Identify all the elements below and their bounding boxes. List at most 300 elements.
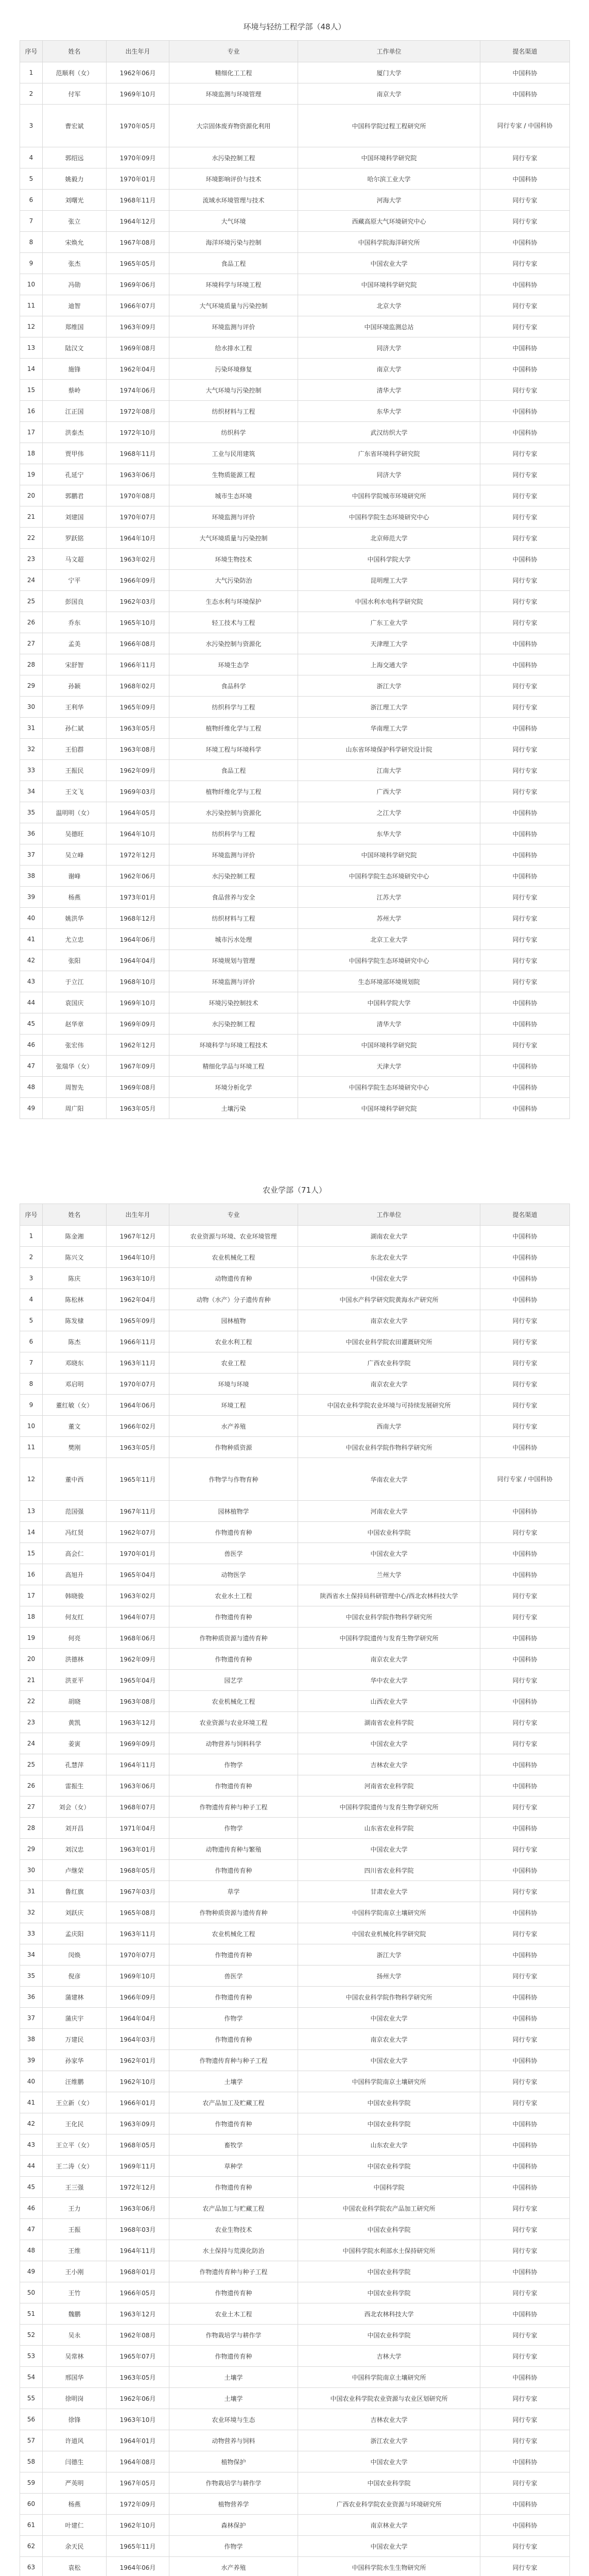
cell-index: 17 <box>20 422 43 443</box>
cell-channel: 同行专家 <box>480 2071 570 2092</box>
cell-employer: 南京大学 <box>298 83 480 105</box>
cell-channel: 同行专家 <box>480 464 570 485</box>
cell-index: 62 <box>20 2536 43 2557</box>
header-birth: 出生年月 <box>107 1204 169 1226</box>
cell-channel: 同行专家 <box>480 2472 570 2494</box>
table-row <box>20 2219 570 2240</box>
cell-name: 郭绍远 <box>43 147 107 168</box>
cell-channel: 同行专家 <box>480 697 570 718</box>
cell-employer: 中国农业科学院 <box>298 2219 480 2240</box>
cell-major: 农业水利工程 <box>169 1331 298 1352</box>
cell-index: 44 <box>20 992 43 1013</box>
cell-channel: 同行专家 <box>480 147 570 168</box>
cell-channel: 中国科协 <box>480 2156 570 2177</box>
header-channel: 提名渠道 <box>480 41 570 62</box>
cell-employer: 中国农业大学 <box>298 1268 480 1289</box>
cell-employer: 浙江农业大学 <box>298 2430 480 2451</box>
cell-birth: 1963年05月 <box>107 2367 169 2388</box>
table-row <box>20 675 570 697</box>
cell-major: 作物学与作物育种 <box>169 1458 298 1501</box>
cell-birth: 1964年10月 <box>107 528 169 549</box>
cell-index: 43 <box>20 2134 43 2156</box>
cell-major: 纺织材料与工程 <box>169 908 298 929</box>
cell-index: 41 <box>20 929 43 950</box>
cell-index: 24 <box>20 570 43 591</box>
cell-index: 22 <box>20 528 43 549</box>
cell-name: 高旭升 <box>43 1564 107 1585</box>
cell-name: 严英明 <box>43 2472 107 2494</box>
cell-name: 董红敏（女） <box>43 1395 107 1416</box>
cell-channel: 中国科协 <box>480 1289 570 1310</box>
table-row <box>20 168 570 190</box>
cell-employer: 中国农业科学院 <box>298 2113 480 2134</box>
cell-major: 食品工程 <box>169 253 298 274</box>
table-row <box>20 591 570 612</box>
cell-birth: 1963年05月 <box>107 718 169 739</box>
cell-birth: 1962年10月 <box>107 2515 169 2536</box>
cell-name: 蔡岭 <box>43 380 107 401</box>
cell-major: 作物遗传育种 <box>169 1944 298 1965</box>
cell-name: 何亮 <box>43 1628 107 1649</box>
cell-birth: 1963年09月 <box>107 2113 169 2134</box>
cell-employer: 山东省农业科学院 <box>298 1818 480 1839</box>
cell-birth: 1964年06月 <box>107 1395 169 1416</box>
cell-major: 动物遗传育种 <box>169 1268 298 1289</box>
cell-channel: 同行专家 <box>480 675 570 697</box>
table-row <box>20 1839 570 1860</box>
cell-employer: 广东省环境科学研究院 <box>298 443 480 464</box>
cell-index: 16 <box>20 1564 43 1585</box>
cell-channel: 中国科协 <box>480 1649 570 1670</box>
cell-name: 孔慧萍 <box>43 1754 107 1775</box>
cell-channel: 中国科协 <box>480 1226 570 1247</box>
cell-birth: 1969年09月 <box>107 1733 169 1754</box>
cell-index: 52 <box>20 2325 43 2346</box>
cell-channel: 同行专家 <box>480 190 570 211</box>
table-row <box>20 2240 570 2261</box>
cell-employer: 中国农业大学 <box>298 2536 480 2557</box>
cell-major: 城市生态环境 <box>169 485 298 506</box>
cell-name: 郭鹏君 <box>43 485 107 506</box>
candidate-table <box>20 1204 570 2576</box>
cell-index: 31 <box>20 718 43 739</box>
cell-index: 21 <box>20 1670 43 1691</box>
cell-index: 5 <box>20 168 43 190</box>
table-row <box>20 62 570 83</box>
cell-channel: 中国科协 <box>480 1543 570 1564</box>
cell-employer: 扬州大学 <box>298 1965 480 1987</box>
cell-index: 60 <box>20 2494 43 2515</box>
table-row <box>20 1923 570 1944</box>
cell-channel: 同行专家 <box>480 2282 570 2303</box>
cell-birth: 1962年04月 <box>107 1289 169 1310</box>
cell-channel: 中国科协 <box>480 2008 570 2029</box>
table-row <box>20 1902 570 1923</box>
cell-channel: 同行专家 <box>480 1606 570 1628</box>
table-row <box>20 2261 570 2282</box>
cell-name: 张阳 <box>43 950 107 971</box>
cell-index: 37 <box>20 844 43 866</box>
cell-major: 食品营养与安全 <box>169 887 298 908</box>
table-row <box>20 1797 570 1818</box>
cell-index: 59 <box>20 2472 43 2494</box>
cell-index: 8 <box>20 1374 43 1395</box>
table-row <box>20 2367 570 2388</box>
cell-index: 56 <box>20 2409 43 2430</box>
cell-index: 12 <box>20 316 43 337</box>
cell-index: 10 <box>20 274 43 295</box>
cell-birth: 1970年01月 <box>107 1543 169 1564</box>
cell-major: 土壤污染 <box>169 1098 298 1119</box>
cell-major: 作物遗传育种 <box>169 2177 298 2198</box>
cell-employer: 中国科学院南京土壤研究所 <box>298 2071 480 2092</box>
table-row <box>20 464 570 485</box>
cell-name: 邢国华 <box>43 2367 107 2388</box>
table-row <box>20 380 570 401</box>
cell-channel: 同行专家 <box>480 1310 570 1331</box>
cell-birth: 1972年12月 <box>107 2177 169 2198</box>
cell-birth: 1965年05月 <box>107 253 169 274</box>
cell-birth: 1970年01月 <box>107 168 169 190</box>
table-row <box>20 1670 570 1691</box>
cell-name: 徐明岗 <box>43 2388 107 2409</box>
table-row <box>20 1374 570 1395</box>
table-row <box>20 844 570 866</box>
cell-employer: 中国农业科学院作物科学研究所 <box>298 1437 480 1458</box>
table-row <box>20 2008 570 2029</box>
cell-birth: 1963年08月 <box>107 1691 169 1712</box>
header-name: 姓名 <box>43 41 107 62</box>
cell-employer: 广东工业大学 <box>298 612 480 633</box>
cell-major: 农业资源与环境、农业环境管理 <box>169 1226 298 1247</box>
cell-name: 闫德生 <box>43 2451 107 2472</box>
cell-channel: 同行专家 <box>480 1035 570 1056</box>
cell-major: 土壤学 <box>169 2071 298 2092</box>
cell-employer: 中国科学院大学 <box>298 992 480 1013</box>
cell-employer: 中国科学院遗传与发育生物学研究所 <box>298 1797 480 1818</box>
cell-birth: 1963年06月 <box>107 464 169 485</box>
cell-employer: 中国环境监测总站 <box>298 316 480 337</box>
cell-name: 马文超 <box>43 549 107 570</box>
cell-index: 55 <box>20 2388 43 2409</box>
cell-major: 作物遗传育种与种子工程 <box>169 2261 298 2282</box>
cell-major: 动物营养与饲料科学 <box>169 1733 298 1754</box>
table-row <box>20 1416 570 1437</box>
cell-name: 谢峰 <box>43 866 107 887</box>
table-row <box>20 654 570 675</box>
cell-name: 于立江 <box>43 971 107 992</box>
cell-birth: 1966年11月 <box>107 654 169 675</box>
cell-index: 22 <box>20 1691 43 1712</box>
cell-index: 49 <box>20 1098 43 1119</box>
cell-index: 46 <box>20 1035 43 1056</box>
cell-name: 雷振生 <box>43 1775 107 1797</box>
cell-channel: 同行专家 <box>480 253 570 274</box>
cell-channel: 同行专家 <box>480 908 570 929</box>
cell-major: 农业机械化工程 <box>169 1923 298 1944</box>
cell-birth: 1968年02月 <box>107 675 169 697</box>
table-row <box>20 1289 570 1310</box>
cell-name: 贾甲伟 <box>43 443 107 464</box>
cell-channel: 同行专家 <box>480 2198 570 2219</box>
table-row <box>20 506 570 528</box>
cell-index: 25 <box>20 1754 43 1775</box>
cell-name: 余天民 <box>43 2536 107 2557</box>
cell-name: 孙颖 <box>43 675 107 697</box>
cell-name: 袁松 <box>43 2557 107 2576</box>
cell-channel: 中国科协 <box>480 62 570 83</box>
cell-channel: 中国科协 <box>480 1098 570 1119</box>
cell-major: 污染环境修复 <box>169 359 298 380</box>
table-row <box>20 549 570 570</box>
cell-birth: 1963年02月 <box>107 549 169 570</box>
table-row <box>20 1649 570 1670</box>
cell-name: 刘曙光 <box>43 190 107 211</box>
cell-name: 孟美 <box>43 633 107 654</box>
table-row <box>20 147 570 168</box>
cell-channel: 中国科协 <box>480 2515 570 2536</box>
cell-birth: 1965年04月 <box>107 1670 169 1691</box>
table-row <box>20 1226 570 1247</box>
cell-birth: 1962年08月 <box>107 2325 169 2346</box>
cell-major: 动物（水产）分子遗传育种 <box>169 1289 298 1310</box>
table-row <box>20 401 570 422</box>
cell-birth: 1964年08月 <box>107 2451 169 2472</box>
table-row <box>20 570 570 591</box>
cell-name: 杨燕 <box>43 887 107 908</box>
cell-name: 冯勋 <box>43 274 107 295</box>
header-name: 姓名 <box>43 1204 107 1226</box>
cell-index: 13 <box>20 337 43 359</box>
cell-name: 孙仁斌 <box>43 718 107 739</box>
cell-name: 吴德旺 <box>43 823 107 844</box>
section-title: 农业学部（71人） <box>262 1185 327 1195</box>
cell-index: 27 <box>20 633 43 654</box>
cell-name: 魏鹏 <box>43 2303 107 2325</box>
cell-channel: 同行专家 <box>480 2325 570 2346</box>
cell-birth: 1964年06月 <box>107 2557 169 2576</box>
cell-major: 作物学 <box>169 2536 298 2557</box>
cell-employer: 中国水利水电科学研究院 <box>298 591 480 612</box>
cell-employer: 山西农业大学 <box>298 1691 480 1712</box>
cell-employer: 中国农业科学院 <box>298 2472 480 2494</box>
cell-birth: 1966年05月 <box>107 2282 169 2303</box>
cell-index: 25 <box>20 591 43 612</box>
cell-channel: 中国科协 <box>480 83 570 105</box>
cell-channel: 中国科协 <box>480 1944 570 1965</box>
table-row <box>20 1606 570 1628</box>
table-row <box>20 422 570 443</box>
table-row <box>20 1098 570 1119</box>
cell-major: 植物营养学 <box>169 2494 298 2515</box>
cell-index: 14 <box>20 359 43 380</box>
cell-name: 付军 <box>43 83 107 105</box>
cell-channel: 同行专家 <box>480 1881 570 1902</box>
cell-index: 2 <box>20 83 43 105</box>
cell-major: 农业水土工程 <box>169 1585 298 1606</box>
cell-name: 黄凯 <box>43 1712 107 1733</box>
cell-major: 环境生物技术 <box>169 549 298 570</box>
cell-channel: 中国科协 <box>480 844 570 866</box>
cell-index: 35 <box>20 1965 43 1987</box>
cell-index: 42 <box>20 950 43 971</box>
cell-name: 鲁红旗 <box>43 1881 107 1902</box>
cell-birth: 1970年07月 <box>107 1944 169 1965</box>
cell-employer: 中国科学院城市环境研究所 <box>298 485 480 506</box>
cell-major: 食品工程 <box>169 760 298 781</box>
cell-major: 作物遗传育种 <box>169 1987 298 2008</box>
cell-birth: 1964年07月 <box>107 1606 169 1628</box>
cell-major: 作物遗传育种 <box>169 2282 298 2303</box>
cell-employer: 中国农业大学 <box>298 1543 480 1564</box>
cell-channel: 中国科协 <box>480 2451 570 2472</box>
cell-major: 园林植物 <box>169 1310 298 1331</box>
cell-major: 园林植物学 <box>169 1501 298 1522</box>
cell-birth: 1964年11月 <box>107 1754 169 1775</box>
cell-birth: 1969年10月 <box>107 83 169 105</box>
table-row <box>20 1522 570 1543</box>
cell-channel: 中国科协 <box>480 401 570 422</box>
cell-employer: 南京农业大学 <box>298 1649 480 1670</box>
cell-birth: 1963年05月 <box>107 1098 169 1119</box>
table-row <box>20 1013 570 1035</box>
cell-index: 26 <box>20 612 43 633</box>
table-row <box>20 908 570 929</box>
cell-channel: 同行专家 <box>480 760 570 781</box>
cell-major: 草学 <box>169 1881 298 1902</box>
cell-birth: 1968年05月 <box>107 1860 169 1881</box>
cell-name: 张瑞华（女） <box>43 1056 107 1077</box>
cell-major: 作物种质资源与遗传育种 <box>169 1628 298 1649</box>
cell-major: 作物种质资源 <box>169 1437 298 1458</box>
cell-birth: 1962年01月 <box>107 2050 169 2071</box>
table-row <box>20 739 570 760</box>
cell-name: 陈松林 <box>43 1289 107 1310</box>
cell-channel: 中国科协 <box>480 992 570 1013</box>
cell-employer: 中国环境科学研究院 <box>298 844 480 866</box>
cell-major: 农业机械化工程 <box>169 1691 298 1712</box>
cell-name: 洪泰杰 <box>43 422 107 443</box>
cell-name: 王振 <box>43 2219 107 2240</box>
cell-employer: 天津理工大学 <box>298 633 480 654</box>
cell-employer: 吉林农业大学 <box>298 2409 480 2430</box>
cell-major: 精细化工工程 <box>169 62 298 83</box>
cell-major: 生态水利与环境保护 <box>169 591 298 612</box>
cell-index: 8 <box>20 232 43 253</box>
cell-birth: 1965年11月 <box>107 2536 169 2557</box>
table-row <box>20 2536 570 2557</box>
cell-name: 王三强 <box>43 2177 107 2198</box>
table-row <box>20 337 570 359</box>
cell-birth: 1963年12月 <box>107 2303 169 2325</box>
cell-birth: 1963年11月 <box>107 1352 169 1374</box>
cell-major: 精细化学品与环境工程 <box>169 1056 298 1077</box>
cell-channel: 中国科协 <box>480 1437 570 1458</box>
cell-employer: 中国科学院南京土壤研究所 <box>298 2367 480 2388</box>
table-row <box>20 1754 570 1775</box>
cell-name: 董中西 <box>43 1458 107 1501</box>
table-row <box>20 1543 570 1564</box>
cell-employer: 南京大学 <box>298 359 480 380</box>
cell-employer: 中国农业科学院 <box>298 2156 480 2177</box>
cell-major: 作物遗传育种 <box>169 1606 298 1628</box>
cell-channel: 中国科协 <box>480 232 570 253</box>
cell-employer: 生态环境部环境规划院 <box>298 971 480 992</box>
cell-major: 水污染控制工程 <box>169 147 298 168</box>
table-row <box>20 697 570 718</box>
cell-index: 43 <box>20 971 43 992</box>
cell-name: 刘汉忠 <box>43 1839 107 1860</box>
cell-channel: 中国科协 <box>480 274 570 295</box>
cell-channel: 同行专家 <box>480 570 570 591</box>
cell-name: 吴立峰 <box>43 844 107 866</box>
cell-name: 陈发棣 <box>43 1310 107 1331</box>
cell-channel: 同行专家 <box>480 1374 570 1395</box>
cell-birth: 1968年06月 <box>107 1628 169 1649</box>
cell-employer: 中国农业科学院 <box>298 1522 480 1543</box>
cell-employer: 山东省环境保护科学研究设计院 <box>298 739 480 760</box>
cell-employer: 华中农业大学 <box>298 1670 480 1691</box>
cell-name: 王文飞 <box>43 781 107 802</box>
cell-name: 王竹 <box>43 2282 107 2303</box>
table-row <box>20 2177 570 2198</box>
cell-birth: 1969年10月 <box>107 992 169 1013</box>
cell-name: 王立新（女） <box>43 2092 107 2113</box>
cell-index: 7 <box>20 211 43 232</box>
cell-channel: 中国科协 <box>480 2303 570 2325</box>
cell-index: 46 <box>20 2198 43 2219</box>
cell-major: 作物遗传育种 <box>169 1522 298 1543</box>
cell-employer: 中国科学院水生生物研究所 <box>298 2557 480 2576</box>
cell-birth: 1972年09月 <box>107 2494 169 2515</box>
cell-index: 33 <box>20 1923 43 1944</box>
cell-employer: 中国农业大学 <box>298 1839 480 1860</box>
cell-major: 纺织科学与工程 <box>169 823 298 844</box>
cell-index: 47 <box>20 2219 43 2240</box>
cell-major: 园艺学 <box>169 1670 298 1691</box>
table-row <box>20 2451 570 2472</box>
cell-birth: 1964年03月 <box>107 2029 169 2050</box>
cell-channel: 中国科协 <box>480 1628 570 1649</box>
cell-index: 21 <box>20 506 43 528</box>
table-header-row <box>20 41 570 62</box>
table-row <box>20 190 570 211</box>
cell-index: 47 <box>20 1056 43 1077</box>
cell-employer: 中国水产科学研究院黄海水产研究所 <box>298 1289 480 1310</box>
cell-employer: 中国农业科学院 <box>298 2282 480 2303</box>
cell-index: 61 <box>20 2515 43 2536</box>
cell-name: 王利华 <box>43 697 107 718</box>
cell-index: 13 <box>20 1501 43 1522</box>
cell-index: 34 <box>20 1944 43 1965</box>
cell-major: 农业工程 <box>169 1352 298 1374</box>
cell-major: 轻工技术与工程 <box>169 612 298 633</box>
cell-channel: 同行专家 <box>480 1585 570 1606</box>
section-agriculture <box>20 1185 569 2576</box>
cell-employer: 中国科学院大学 <box>298 549 480 570</box>
cell-index: 19 <box>20 1628 43 1649</box>
cell-major: 植物保护 <box>169 2451 298 2472</box>
header-birth: 出生年月 <box>107 41 169 62</box>
cell-employer: 浙江大学 <box>298 675 480 697</box>
table-row <box>20 1352 570 1374</box>
cell-employer: 华南农业大学 <box>298 1458 480 1501</box>
cell-major: 大气环境 <box>169 211 298 232</box>
cell-major: 作物遗传育种 <box>169 1649 298 1670</box>
table-row <box>20 718 570 739</box>
cell-birth: 1966年09月 <box>107 1987 169 2008</box>
cell-employer: 吉林农业大学 <box>298 1754 480 1775</box>
